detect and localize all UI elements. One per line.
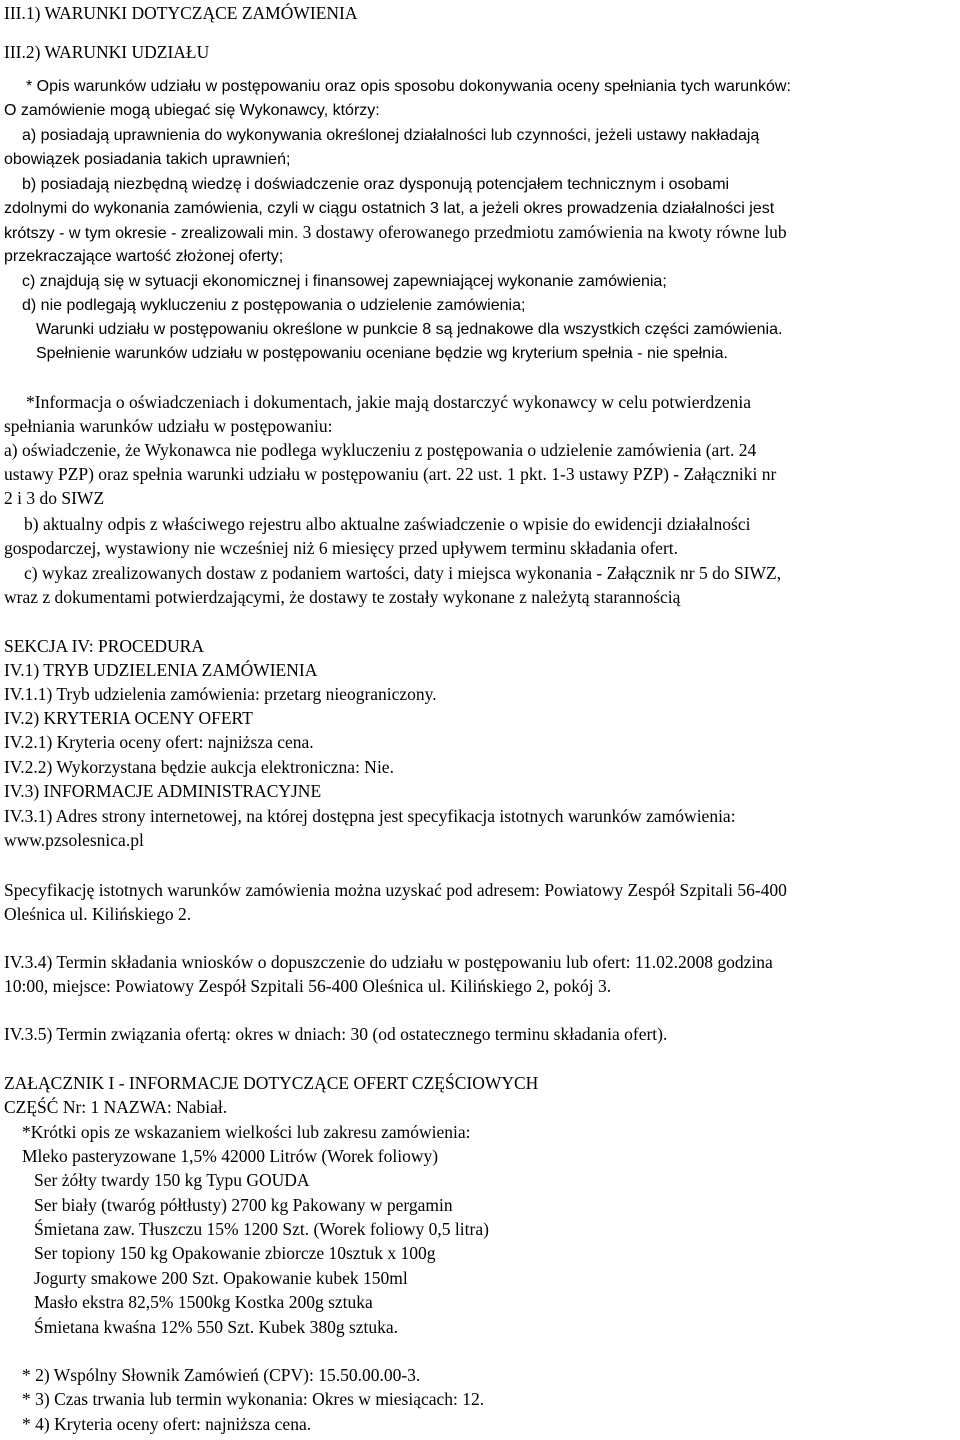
text-line: IV.3.5) Termin związania ofertą: okres w dniach: 30 (od ostatecznego terminu składania ofert). <box>4 1024 668 1044</box>
text-line: IV.1.1) Tryb udzielenia zamówienia: przetarg nieograniczony. <box>4 684 437 704</box>
text-line: www.pzsolesnica.pl <box>4 830 144 850</box>
list-item: Jogurty smakowe 200 Szt. Opakowanie kubek 150ml <box>34 1268 408 1288</box>
text-run: 3 dostawy oferowanego przedmiotu zamówienia na kwoty równe lub <box>298 222 787 242</box>
text-line: b) aktualny odpis z właściwego rejestru albo aktualne zaświadczenie o wpisie do ewidencji działalności <box>24 514 751 534</box>
text-line: IV.2.1) Kryteria oceny ofert: najniższa cena. <box>4 732 314 752</box>
text-line: obowiązek posiadania takich uprawnień; <box>4 151 291 168</box>
text-line: CZĘŚĆ Nr: 1 NAZWA: Nabiał. <box>4 1097 228 1117</box>
text-line: wraz z dokumentami potwierdzającymi, że dostawy te zostały wykonane z należytą starannością <box>4 587 681 607</box>
text-run: krótszy - w tym okresie - zrealizowali min. <box>4 225 299 242</box>
text-line: O zamówienie mogą ubiegać się Wykonawcy, którzy: <box>4 102 380 119</box>
text-line: ustawy PZP) oraz spełnia warunki udziału w postępowaniu (art. 22 ust. 1 pkt. 1-3 ustawy PZP) - Załączniki nr <box>4 464 777 484</box>
text-line: c) wykaz zrealizowanych dostaw z podaniem wartości, daty i miejsca wykonania - Załącznik nr 5 do SIWZ, <box>24 563 782 583</box>
text-line: 2 i 3 do SIWZ <box>4 488 105 508</box>
text-line: IV.2.2) Wykorzystana będzie aukcja elektroniczna: Nie. <box>4 757 394 777</box>
list-item: Ser biały (twaróg półtłusty) 2700 kg Pakowany w pergamin <box>34 1195 453 1215</box>
text-line: d) nie podlegają wykluczeniu z postępowania o udzielenie zamówienia; <box>22 297 526 314</box>
section-heading: IV.1) TRYB UDZIELENIA ZAMÓWIENIA <box>4 660 318 680</box>
text-line: IV.3.4) Termin składania wniosków o dopuszczenie do udziału w postępowaniu lub ofert: 11.02.2008 godzina <box>4 952 773 972</box>
section-heading: IV.3) INFORMACJE ADMINISTRACYJNE <box>4 781 322 801</box>
text-line: gospodarczej, wystawiony nie wcześniej niż 6 miesięcy przed upływem terminu składania ofert. <box>4 538 679 558</box>
section-heading: IV.2) KRYTERIA OCENY OFERT <box>4 708 253 728</box>
list-item: Mleko pasteryzowane 1,5% 42000 Litrów (Worek foliowy) <box>22 1146 439 1166</box>
section-heading: III.2) WARUNKI UDZIAŁU <box>4 42 210 62</box>
list-item: Ser topiony 150 kg Opakowanie zbiorcze 10sztuk x 100g <box>34 1243 436 1263</box>
text-line: c) znajdują się w sytuacji ekonomicznej i finansowej zapewniającej wykonanie zamówienia; <box>22 273 667 290</box>
section-heading: ZAŁĄCZNIK I - INFORMACJE DOTYCZĄCE OFERT CZĘŚCIOWYCH <box>4 1073 539 1093</box>
text-line: Spełnienie warunków udziału w postępowaniu oceniane będzie wg kryterium spełnia - nie spełnia. <box>36 345 728 362</box>
text-line: b) posiadają niezbędną wiedzę i doświadczenie oraz dysponują potencjałem technicznym i osobami <box>22 176 730 193</box>
text-line: * 4) Kryteria oceny ofert: najniższa cena. <box>22 1414 312 1434</box>
section-heading: III.1) WARUNKI DOTYCZĄCE ZAMÓWIENIA <box>4 3 358 23</box>
section-heading: SEKCJA IV: PROCEDURA <box>4 636 204 656</box>
text-line: a) oświadczenie, że Wykonawca nie podlega wykluczeniu z postępowania o udzielenie zamówienia (art. 24 <box>4 440 757 460</box>
text-line: Specyfikację istotnych warunków zamówienia można uzyskać pod adresem: Powiatowy Zespół Szpitali 56-400 <box>4 880 787 900</box>
text-line <box>4 221 787 245</box>
text-line: zdolnymi do wykonania zamówienia, czyli w ciągu ostatnich 3 lat, a jeżeli okres prowadzenia działalności jest <box>4 200 775 217</box>
list-item: Masło ekstra 82,5% 1500kg Kostka 200g sztuka <box>34 1292 373 1312</box>
text-line: Oleśnica ul. Kilińskiego 2. <box>4 904 192 924</box>
text-line: *Krótki opis ze wskazaniem wielkości lub zakresu zamówienia: <box>22 1122 471 1142</box>
list-item: Śmietana kwaśna 12% 550 Szt. Kubek 380g sztuka. <box>34 1317 399 1337</box>
text-line: * 2) Wspólny Słownik Zamówień (CPV): 15.50.00.00-3. <box>22 1365 421 1385</box>
text-line: *Informacja o oświadczeniach i dokumentach, jakie mają dostarczyć wykonawcy w celu potwierdzenia <box>26 392 751 412</box>
text-line: * 3) Czas trwania lub termin wykonania: Okres w miesiącach: 12. <box>22 1389 485 1409</box>
text-line: przekraczające wartość złożonej oferty; <box>4 248 284 265</box>
text-line: Warunki udziału w postępowaniu określone w punkcie 8 są jednakowe dla wszystkich części zamówienia. <box>36 321 783 338</box>
text-line: * Opis warunków udziału w postępowaniu oraz opis sposobu dokonywania oceny spełniania tych warunków: <box>26 78 791 95</box>
text-line: a) posiadają uprawnienia do wykonywania określonej działalności lub czynności, jeżeli ustawy nakładają <box>22 127 760 144</box>
list-item: Śmietana zaw. Tłuszczu 15% 1200 Szt. (Worek foliowy 0,5 litra) <box>34 1219 489 1239</box>
text-line: spełniania warunków udziału w postępowaniu: <box>4 416 333 436</box>
text-line: 10:00, miejsce: Powiatowy Zespół Szpitali 56-400 Oleśnica ul. Kilińskiego 2, pokój 3. <box>4 976 612 996</box>
list-item: Ser żółty twardy 150 kg Typu GOUDA <box>34 1170 310 1190</box>
text-line: IV.3.1) Adres strony internetowej, na której dostępna jest specyfikacja istotnych warunków zamówienia: <box>4 806 736 826</box>
